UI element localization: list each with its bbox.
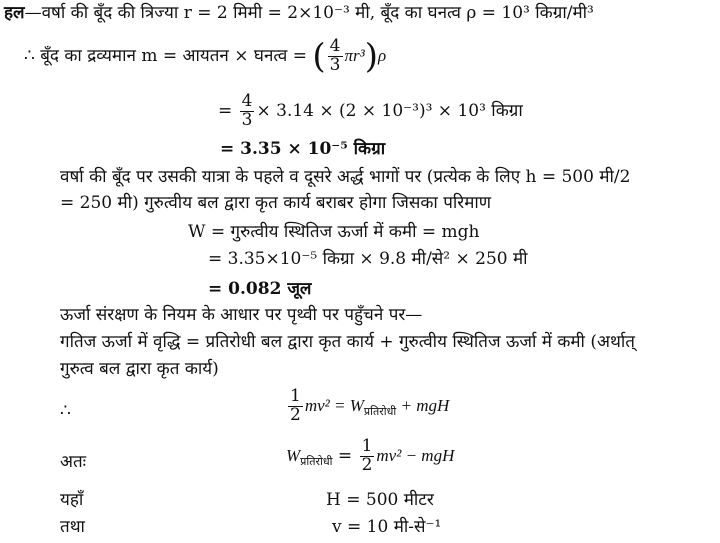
- height-value: H = 500 मीटर: [326, 490, 434, 510]
- volume-expression: πr³: [344, 45, 365, 65]
- fraction-one-half: [288, 388, 303, 425]
- energy-conservation-line: ऊर्जा संरक्षण के नियम के आधार पर पृथ्वी पर पहुँचने पर—: [60, 305, 423, 325]
- fraction-one-half: [360, 438, 375, 475]
- energy-balance-line-1: गतिज ऊर्जा में वृद्धि = प्रतिरोधी बल द्वारा कृत कार्य + गुरुत्वीय स्थितिज ऊर्जा में कमी (अर्थात्: [60, 332, 635, 352]
- mass-substitution-line: [218, 93, 523, 130]
- fraction-denominator: 2: [361, 454, 373, 475]
- equals-sign: =: [218, 100, 233, 121]
- given-label-here: यहाँ: [60, 490, 84, 510]
- mass-formula-line: [24, 38, 386, 75]
- fraction-denominator: 3: [329, 54, 341, 75]
- resistive-work-equation: [286, 438, 454, 475]
- fraction-four-thirds: [328, 38, 343, 75]
- resistive-work-expression: mv² − mgH: [376, 445, 455, 465]
- velocity-value: v = 10 मी-से⁻¹: [332, 517, 442, 537]
- work-formula: W = गुरुत्वीय स्थितिज ऊर्जा में कमी = mgh: [188, 222, 480, 242]
- mass-substitution-text: × 3.14 × (2 × 10⁻³)³ × 10³ किग्रा: [256, 100, 523, 121]
- fraction-denominator: 3: [241, 109, 253, 130]
- close-paren: ): [364, 36, 378, 77]
- energy-equation: [286, 388, 449, 425]
- open-paren: (: [312, 36, 326, 77]
- fraction-numerator: 4: [241, 91, 253, 111]
- hence-label: अतः: [60, 452, 87, 472]
- density-symbol: ρ: [378, 45, 387, 65]
- equals-sign: =: [332, 445, 353, 466]
- given-text: —वर्षा की बूँद की त्रिज्या r = 2 मिमी = 2×10⁻³ मी, बूँद का घनत्व ρ = 10³ किग्रा/मी³: [24, 3, 594, 23]
- solution-label: हल: [4, 3, 25, 23]
- work-symbol: W: [286, 445, 301, 465]
- resistive-subscript: प्रतिरोधी: [363, 404, 397, 418]
- work-description-line-2: = 250 मी) गुरुत्वीय बल द्वारा कृत कार्य बराबर होगा जिसका परिमाण: [60, 193, 492, 213]
- fraction-denominator: 2: [290, 404, 301, 425]
- therefore-symbol: ∴: [60, 401, 71, 421]
- mass-formula-prefix: ∴ बूँद का द्रव्यमान m = आयतन × घनत्व =: [24, 45, 307, 66]
- given-label-and: तथा: [60, 517, 85, 537]
- mass-result: = 3.35 × 10⁻⁵ किग्रा: [220, 139, 386, 159]
- fraction-four-thirds: [240, 93, 255, 130]
- kinetic-energy-term: mv² = W: [304, 395, 364, 415]
- energy-balance-line-2: गुरुत्व बल द्वारा कृत कार्य): [60, 359, 219, 379]
- fraction-numerator: 1: [361, 436, 373, 456]
- work-description-line-1: वर्षा की बूँद पर उसकी यात्रा के पहले व दूसरे अर्द्ध भागों पर (प्रत्येक के लिए h = 500 मी/2: [60, 167, 631, 187]
- fraction-numerator: 1: [290, 386, 301, 406]
- potential-energy-term: + mgH: [396, 395, 450, 415]
- work-result: = 0.082 जूल: [208, 279, 312, 299]
- resistive-subscript: प्रतिरोधी: [300, 454, 333, 468]
- work-substitution: = 3.35×10⁻⁵ किग्रा × 9.8 मी/से² × 250 मी: [208, 249, 528, 269]
- fraction-numerator: 4: [329, 36, 341, 56]
- given-line: [4, 4, 594, 23]
